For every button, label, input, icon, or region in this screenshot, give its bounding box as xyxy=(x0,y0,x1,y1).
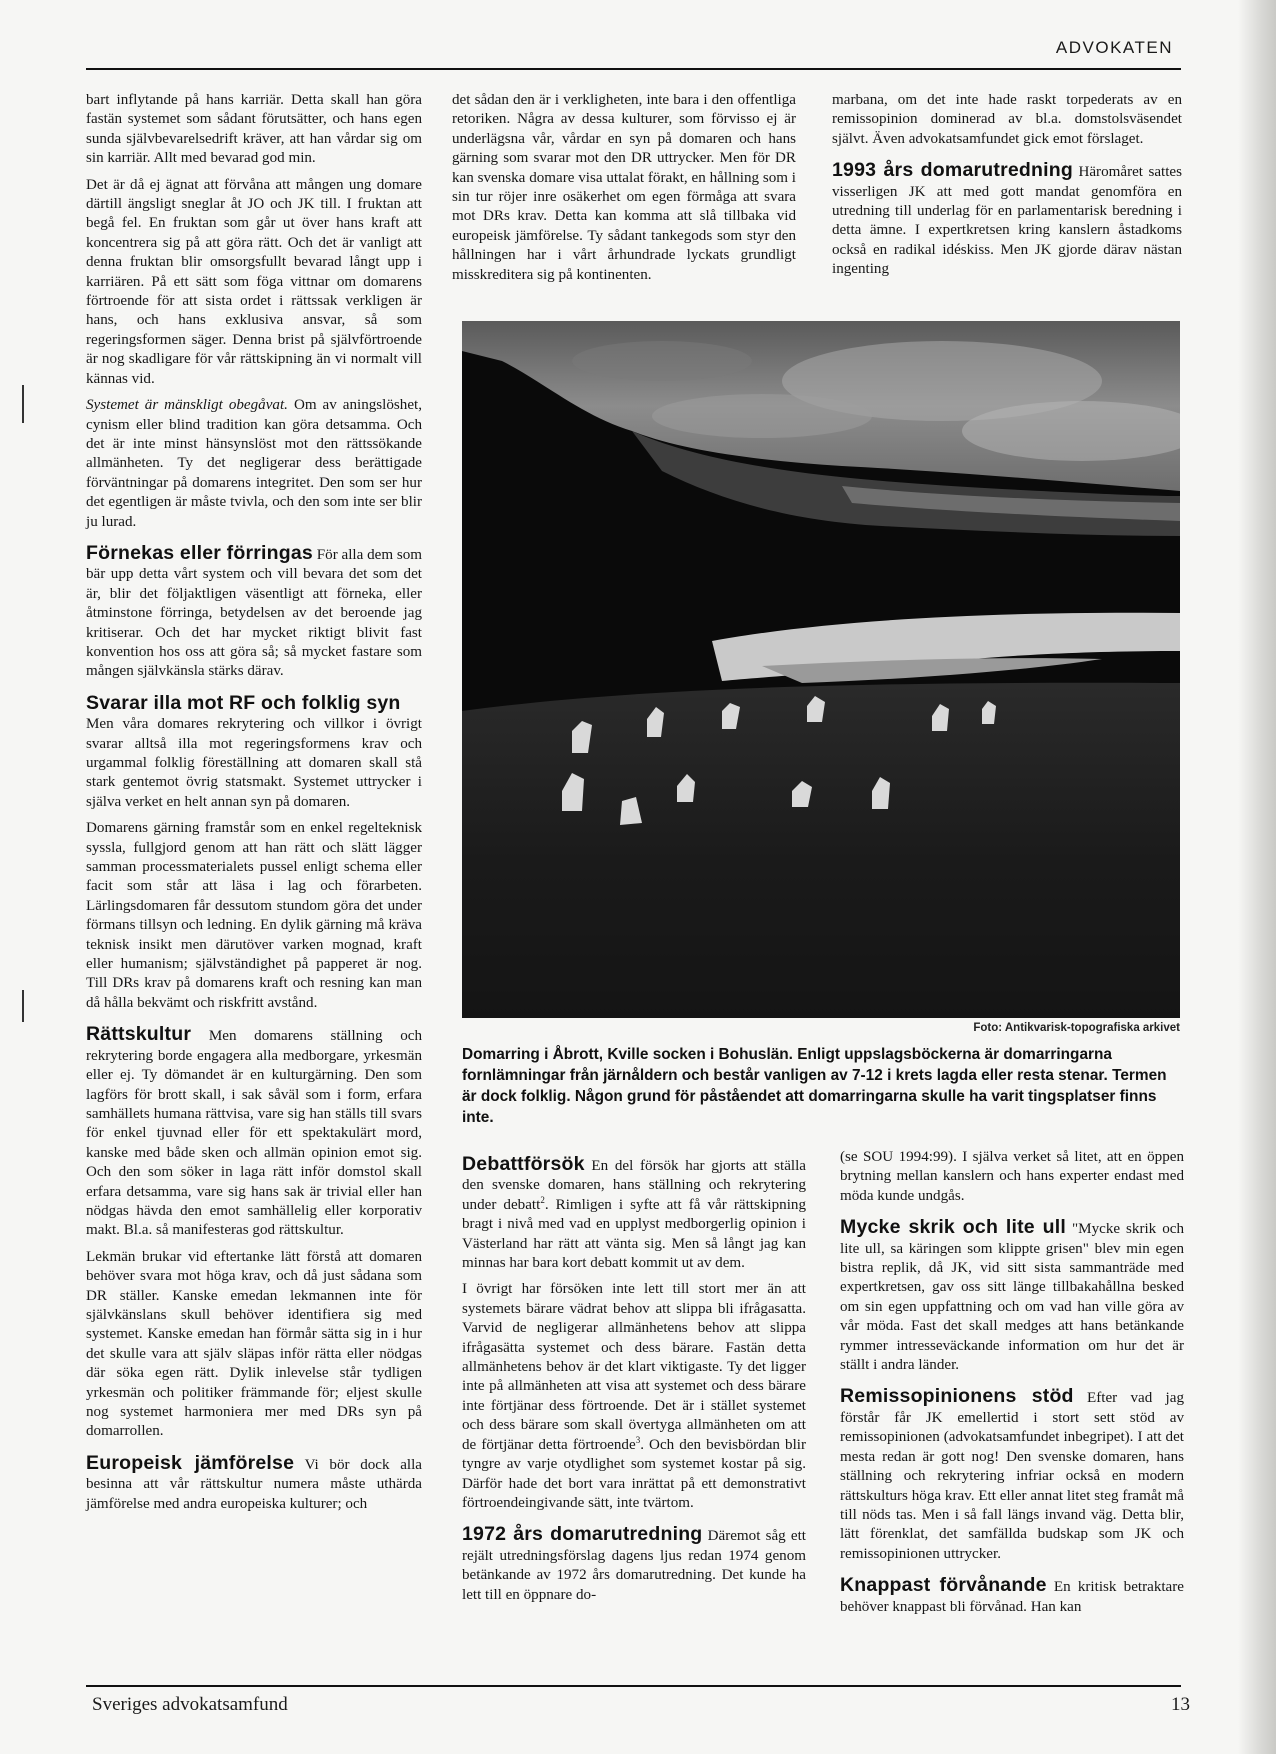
paragraph: Lekmän brukar vid eftertanke lätt förstå att domaren behöver svara mot höga krav, och då just sådana som DR ställer. Kanske emedan lekmannen inte för självkänslans skull behöver identifiera sig med systemet. Kanske emedan han förmår sätta sig in i hur det skulle vara att själv släpas inför rätta eller nödgas där söka egen rätt. Dylik inlevelse står tydligen yrkesmän och politiker främmande för; eljest skulle nog systemet harmoniera mer med DRs syn på domarrollen. xyxy=(86,1248,422,1440)
paragraph: Systemet är mänskligt obegåvat. Om av aningslöshet, cynism eller blind tradition kan göra detsamma. Och det är inte minst hänsynslöst mot den rättssökande allmänheten. Ty det negligerar dess berättigade förväntningar på domarens integritet. Den som ser hur det egentligen är måste tvivla, och den som inte ser blir ju lurad. xyxy=(86,397,423,530)
subheading: Knappast förvånande xyxy=(840,1574,1047,1597)
subheading: Förnekas eller förringas xyxy=(86,541,313,564)
footer-publisher: Sveriges advokatsamfund xyxy=(92,1694,288,1715)
subheading: Remissopinionens stöd xyxy=(840,1385,1074,1408)
column-right-top: marbana, om det inte hade raskt torpederats av en remissopinion dominerad av bl.a. domstolsväsendet självt. Även advokatsamfundet gick emot förslaget. 1993 års domarutredning Häromåret sattes visserligen JK att med gott mandat genomföra en utredning till underlag för en parlamentarisk beredning i detta ämne. I expertkretsen kring kanslern åstadkoms också en radikal idéskiss. Men JK gjorde därav nästan ingenting xyxy=(832,92,1182,278)
photo-credit: Foto: Antikvarisk-topografiska arkivet xyxy=(973,1022,1180,1034)
page-header xyxy=(86,38,1181,70)
footnote-ref: 2 xyxy=(540,1194,545,1205)
paragraph: I övrigt har försöken inte lett till stort mer än att systemets bärare vädrat behov att slippa bli ifrågasatta. Varvid de negligerar allmänhetens behov att slippa ifrågasätta systemet och dess bärare. Fastän detta allmänhetens behov är det klart viktigaste. Ty det ligger inte på allmänheten att visa att systemet och dess bärare inte förtjänar dess förtroende. Det är i stället systemet och dess bärare som skall övertyga allmänheten om att de förtjänar detta förtroende$^3$. Och den bevisbördan blir tyngre av varje otydlighet som systemet kostar på sig. Därför hade det bort vara inrättat på ett demonstrativt förtroendeingivande sätt, inte tvärtom. xyxy=(462,1281,807,1511)
page-edge-shadow xyxy=(1238,0,1276,1754)
subheading: Debattförsök xyxy=(462,1153,585,1175)
photo-stone-circle xyxy=(462,321,1180,1018)
paragraph: marbana, om det inte hade raskt torpederats av en remissopinion dominerad av bl.a. domstolsväsendet självt. Även advokatsamfundet gick emot förslaget. xyxy=(832,92,1182,147)
column-right-bottom: (se SOU 1994:99). I själva verket så litet, att en öppen brytning mellan kanslern och hans experter endast med möda kunde undgås. Mycke skrik och lite ull "Mycke skrik och lite ull, sa käringen som klippte grisen" blev min egen bistra replik, då JK, vid sitt sista sammanträde med expertkretsen, gav oss sitt länge tillbakahållna besked om sin egen uppfattning och om vad han ville göra av vår möda. Fast det skall medges att hans betänkande rymmer intresseväckande information om hur det är ställt i andra länder. Remissopinionens stöd Efter vad jag förstår får JK emellertid i stort sett stöd av remissopinionen (advokatsamfundet inbegripet). I att det mesta redan är gott nog! Den svenske domaren, hans ställning och rekrytering infriar också en modern rättskulturs höga krav. Ett eller annat litet steg framåt må till nöds tas. Men i så fall längs invand väg. Detta blir, lätt förenklat, det samfällda budskap som JK och remissopinionen uttrycker. Knappast förvånande En kritisk betraktare behöver knappast bli förvånad. Han kan xyxy=(840,1149,1184,1615)
photo-caption: Domarring i Åbrott, Kville socken i Bohuslän. Enligt uppslagsböckerna är domarringarna fornlämningar från järnåldern och består vanligen av 7-12 i krets lagda eller resta stenar. Termen är dock folklig. Någon grund för påståendet att domarringarna skulle ha varit tingsplatser finns inte. xyxy=(462,1046,1167,1126)
page-number: 13 xyxy=(1171,1694,1190,1715)
magazine-name: ADVOKATEN xyxy=(1055,38,1173,57)
subheading: Europeisk jämförelse xyxy=(86,1451,295,1474)
paragraph: det sådan den är i verkligheten, inte bara i den offentliga retoriken. Några av dessa kulturer, som förvisso ej är underlägsna vår, vårdar en syn på domaren och hans gärning som svarar mot den DR uttrycker. Men för DR kan svenska domare visa uttalat förakt, en hållning som i sin tur röjer inre osäkerhet om egen förmåga att svara mot DRs krav. Detta kan komma att slå tillbaka vid europeisk jämförelse. Ty sådant tankegods som styr den hållningen har i vårt århundrade lyckats grundligt misskreditera sig på kontinenten. xyxy=(452,92,796,283)
column-middle-top xyxy=(452,91,796,290)
subheading: 1972 års domarutredning xyxy=(462,1523,703,1546)
subheading: Mycke skrik och lite ull xyxy=(840,1216,1067,1239)
footnote-ref: 3 xyxy=(635,1434,641,1445)
column-middle-bottom: Debattförsök En del försök har gjorts att ställa den svenske domaren, hans ställning och rekrytering under debatt$^2$. Rimligen i syfte att få vår rättskipning bragt i nivå med vad en upplyst medborgerlig opinion i Västerland har rätt att vänta sig. Men så långt jag kan minnas har bara kort debatt kommit ut av dem. I övrigt har försöken inte lett till stort mer än att systemets bärare vädrat behov att slippa bli ifrågasatta. Varvid de negligerar allmänhetens behov att slippa ifrågasätta systemet och dess bärare. Fastän detta allmänhetens behov är det klart viktigaste. Ty det ligger inte på allmänheten att visa att systemet och dess bärare inte förtjänar dess förtroende. Det är i stället systemet och dess bärare som skall övertyga allmänheten om att de förtjänar detta förtroende$^3$. Och den bevisbördan blir tyngre av varje otydlighet som systemet kostar på sig. Därför hade det bort vara inrättat på ett demonstrativt förtroendeingivande sätt, inte tvärtom. 1972 års domarutredning Däremot såg ett rejält utredningsförslag dagens ljus redan 1974 genom betänkande av 1972 års domarutredning. Det kunde ha lett till en öppnare do- xyxy=(462,1153,807,1603)
subheading: Rättskultur xyxy=(86,1023,192,1046)
paragraph: bart inflytande på hans karriär. Detta skall han göra fastän systemet som sådant förutsätter, och hans egen sunda självbevarelsedrift kräver, att han vårdar sig om sin karriär. Allt med bevarad god min. xyxy=(86,92,422,167)
margin-mark xyxy=(22,990,24,1022)
subheading: Svarar illa mot RF och folklig syn xyxy=(86,691,401,714)
paragraph: Det är då ej ägnat att förvåna att mången ung domare därtill ängsligt sneglar åt JO och JK till. I fruktan att begå fel. En fruktan som går ut över hans kraft att koncentrera sig på att göra rätt. Och det är vanligt att denna fruktan blir omsorgsfullt bevarad långt upp i karriären. På ett sätt som föga vittnar om domarens förtroende för att sista ordet i rättssak verkligen är hans, och hans exklusiva ansvar, så som regeringsformen säger. Denna brist på självförtroende är nog skadligare för vår rättskipning än vi normalt vill kännas vid. xyxy=(86,176,422,387)
landscape-illustration xyxy=(462,321,1180,1018)
paragraph: Domarens gärning framstår som en enkel regelteknisk syssla, fullgjord genom att han rätt och slätt lägger samman processmaterialets pussel enligt schema eller facit som står att läsa i lag och förarbeten. Lärlingsdomaren får dessutom stundom göra det under förmans tillsyn och ledning. En dylik gärning må kräva teknisk insikt men därutöver varken mognad, kraft eller humanism; självständighet på papperet är nog. Till DRs krav på domarens kraft och resning kan man då hålla bekvämt och riskfritt avstånd. xyxy=(86,820,422,1011)
column-left: bart inflytande på hans karriär. Detta skall han göra fastän systemet som sådant förutsätter, och hans egen sunda självbevarelsedrift kräver, att han vårdar sig om sin karriär. Allt med bevarad god min. Det är då ej ägnat att förvåna att mången ung domare därtill ängsligt sneglar åt JO och JK till. I fruktan att begå fel. En fruktan som går ut över hans kraft att koncentrera sig på att göra rätt. Och det är vanligt att denna fruktan blir omsorgsfullt bevarad långt upp i karriären. På ett sätt som föga vittnar om domarens förtroende för att sista ordet i rättssak verkligen är hans, och hans exklusiva ansvar, så som regeringsformen säger. Denna brist på självförtroende är nog skadligare för vår rättskipning än vi normalt vill kännas vid. Systemet är mänskligt obegåvat. Om av aningslöshet, cynism eller blind tradition kan göra detsamma. Och det är inte minst hänsynslöst mot den rättssökande allmänheten. Ty det negligerar dess berättigade förväntningar på domarens integritet. Den som ser hur det egentligen är måste tvivla, och den som inte ser blir ju lurad. Förnekas eller förringas För alla dem som bär upp detta vårt system och vill bevara det som det är, blir det följaktligen väsentligt att förneka, eller åtminstone förringa, betydelsen av det beroende jag kritiserar. Och det har mycket riktigt blivit fast konvention hos oss att göra så; så mycket fastare som mången självkänsla stärks därav. Svarar illa mot RF och folklig syn Men våra domares rekrytering och villkor i övrigt svarar alltså illa mot regeringsformens krav och urgammal folklig föreställning att domaren skall stå stark gentemot övrig statsmakt. Systemet uttrycker i själva verket en helt annan syn på domaren. Domarens gärning framstår som en enkel regelteknisk syssla, fullgjord genom att han rätt och slätt lägger samman processmaterialets pussel enligt schema eller facit som står att läsa i lag och förarbeten. Lärlingsdomaren får dessutom stundom göra det under förmans tillsyn och ledning. En dylik gärning må kräva teknisk insikt men därutöver varken mognad, kraft eller humanism; självständighet på papperet är nog. Till DRs krav på domarens kraft och resning kan man då hålla bekvämt och riskfritt avstånd. Rättskultur Men domarens ställning och rekrytering borde engagera alla medborgare, yrkesmän eller ej. Ty dömandet är en kulturgärning. Den som lagförs för brott skall, i sak såväl som i form, erfara samhällets humana rättvisa, vare sig han ställs till svars för enkel tjuvnad eller för ett spektakulärt mord, kanske med både sken och allmän opinion emot sig. Och den som söker in laga rätt inför domstol skall erfara detsamma, vare sig hans sak är trivial eller han nödgas hävda den emot samhällelig eller korporativ makt. Bl.a. så manifesteras god rättskultur. Lekmän brukar vid eftertanke lätt förstå att domaren behöver svara mot höga krav, och då just sådana som DR ställer. Kanske emedan lekmannen inte för självkänslans skull behöver identifiera sig med systemet. Kanske emedan han förmår sätta sig in i hur det skulle vara att själv släpas inför rätta eller nödgas där söka egen rätt. Dylik inlevelse står tydligen yrkesmän och politiker främmande för; eljest skulle nog systemet harmoniera mer med DRs syn på domarrollen. Europeisk jämförelse Vi bör dock alla besinna att vår rättskultur numera måste uthärda jämförelse med andra europeiska kulturer; och xyxy=(86,92,423,1512)
italic-lead: Systemet är mänskligt obegåvat. xyxy=(86,397,288,414)
subheading: 1993 års domarutredning xyxy=(832,159,1073,182)
paragraph: (se SOU 1994:99). I själva verket så litet, att en öppen brytning mellan kanslern och hans experter endast med möda kunde undgås. xyxy=(840,1149,1184,1204)
margin-mark xyxy=(22,385,24,423)
footer-rule xyxy=(86,1685,1181,1687)
